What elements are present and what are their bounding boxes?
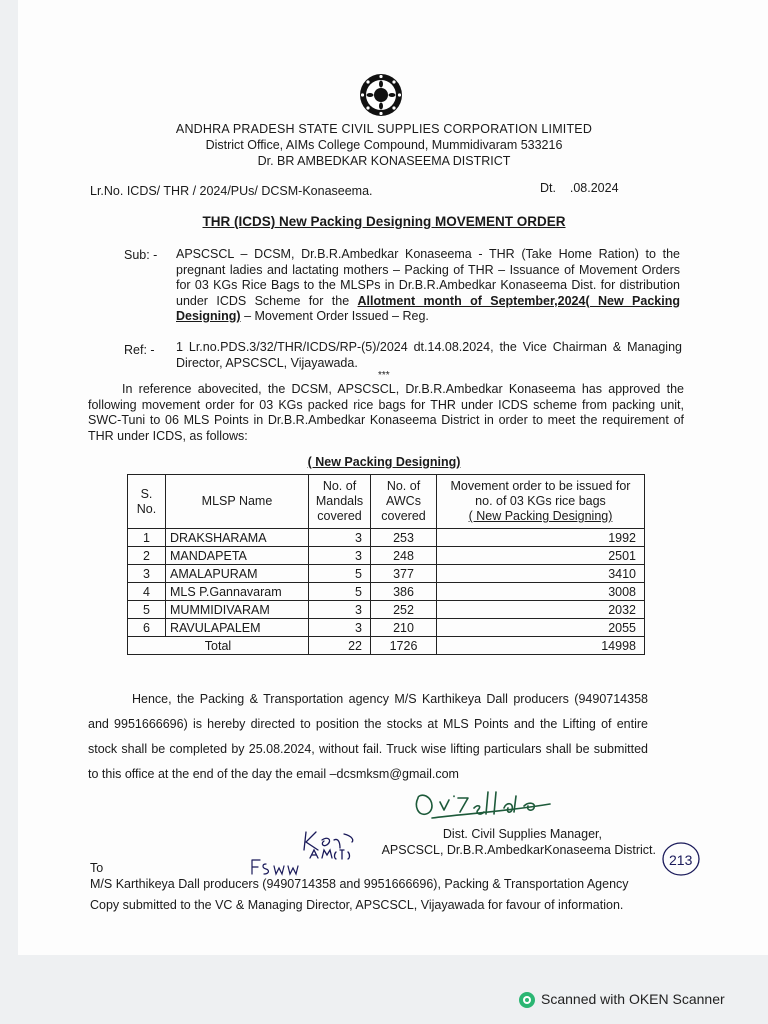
header-sno: S. No. [128,475,166,529]
cell-mandals: 3 [309,529,371,547]
table-row [128,547,645,565]
cell-awcs: 252 [371,601,437,619]
cell-total-awcs: 1726 [371,637,437,655]
initials-2-text: FSww [248,856,251,857]
cell-awcs: 386 [371,583,437,601]
cell-total-bags: 14998 [437,637,645,655]
cell-bags: 2501 [437,547,645,565]
cell-mandals: 3 [309,619,371,637]
cell-sno: 4 [128,583,166,601]
table-row [128,601,645,619]
to-recipient: M/S Karthikeya Dall producers (9490714358 and 9951666696), Packing & Transportation Agency [90,877,629,891]
cell-bags: 2032 [437,601,645,619]
circled-number-stamp [660,840,702,878]
subject-allotment: Allotment month of September,2024( New Packing Designing) [176,293,680,323]
cell-sno: 5 [128,601,166,619]
signature-text: Dvizelldo [412,786,417,787]
closing-paragraph: Hence, the Packing & Transportation agency M/S Karthikeya Dall producers (9490714358 and 9951666696) is hereby directed to position the stocks at MLS Points and the Lifting of entire stock shall be completed by 25.08.2024, without fail. Truck wise lifting particulars shall be submitted to this office at the end of the day the email –dcsmksm@gmail.com [88,692,648,781]
cell-awcs: 377 [371,565,437,583]
table-heading: ( New Packing Designing) [307,455,461,469]
cell-sno: 6 [128,619,166,637]
ref-text: 1 Lr.no.PDS.3/32/THR/ICDS/RP-(5)/2024 dt.14.08.2024, the Vice Chairman & Managing Director, APSCSCL, Vijayawada. [176,340,682,370]
cell-mlsp-name: MLS P.Gannavaram [166,583,309,601]
cell-total-mandals: 22 [309,637,371,655]
header-mlsp-name: MLSP Name [166,475,309,529]
table-row [128,583,645,601]
cell-awcs: 248 [371,547,437,565]
cell-sno: 3 [128,565,166,583]
office-address: District Office, AIMs College Compound, Mummidivaram 533216 [205,138,563,152]
movement-order-table [127,474,645,655]
header-movement-sub: ( New Packing Designing) [468,509,613,523]
table-total-row [128,637,645,655]
cell-mandals: 3 [309,547,371,565]
subject-text-part2: – Movement Order Issued – Reg. [240,309,429,323]
cell-total-label: Total [128,637,309,655]
cell-mandals: 5 [309,583,371,601]
cell-mandals: 3 [309,601,371,619]
scanner-watermark: Scanned with OKEN Scanner [541,991,725,1007]
intro-paragraph: In reference abovecited, the DCSM, APSCSCL, Dr.B.R.Ambedkar Konaseema has approved the following movement order for 03 KGs packed rice bags for THR under ICDS scheme from packing unit, SWC-Tuni to 06 MLS Points in Dr.B.R.Ambedkar Konaseema District in order to meet the requirement of THR under ICDS, as follows: [88,382,684,443]
signatory-title: Dist. Civil Supplies Manager, [442,827,602,841]
cell-bags: 3008 [437,583,645,601]
subject-text-part1: APSCSCL – DCSM, Dr.B.R.Ambedkar Konaseema - THR (Take Home Ration) to the pregnant ladies and lactating mothers – Packing of THR – Issuance of Movement Orders for 03 KGs Rice Bags to the MLSPs in Dr.B.R.Ambedkar Konaseema Dist. for distribution under ICDS Scheme for the [176,247,680,308]
cell-awcs: 210 [371,619,437,637]
cell-awcs: 253 [371,529,437,547]
order-title: THR (ICDS) New Packing Designing MOVEMENT ORDER [202,214,566,229]
district-name: Dr. BR AMBEDKAR KONASEEMA DISTRICT [257,154,511,168]
table-row [128,529,645,547]
cell-sno: 1 [128,529,166,547]
separator-stars: *** [378,370,390,381]
cell-mlsp-name: RAVULAPALEM [166,619,309,637]
stamp-number: 213 [669,852,693,868]
org-name: ANDHRA PRADESH STATE CIVIL SUPPLIES CORPORATION LIMITED [175,122,593,136]
copy-line: Copy submitted to the VC & Managing Director, APSCSCL, Vijayawada for favour of information. [90,898,624,912]
initials-text: Kan AM(T) [300,826,305,827]
cell-mlsp-name: DRAKSHARAMA [166,529,309,547]
header-movement-text: Movement order to be issued for no. of 03 KGs rice bags [450,479,631,508]
cell-bags: 2055 [437,619,645,637]
header-awcs: No. of AWCs covered [371,475,437,529]
corporation-logo-icon [358,72,404,118]
cell-bags: 3410 [437,565,645,583]
handwritten-initials-2 [248,856,308,878]
header-movement-order [437,475,645,529]
letter-date: Dt. .08.2024 [540,181,619,195]
to-label: To [90,861,104,875]
oken-scanner-logo-icon [518,991,536,1009]
cell-mandals: 5 [309,565,371,583]
cell-mlsp-name: MANDAPETA [166,547,309,565]
cell-mlsp-name: MUMMIDIVARAM [166,601,309,619]
table-header-row [128,475,645,529]
subject-text [176,247,680,325]
cell-bags: 1992 [437,529,645,547]
header-mandals: No. of Mandals covered [309,475,371,529]
subject-label: Sub: - [124,248,158,262]
cell-sno: 2 [128,547,166,565]
cell-mlsp-name: AMALAPURAM [166,565,309,583]
letter-number: Lr.No. ICDS/ THR / 2024/PUs/ DCSM-Konaseema. [90,184,373,198]
handwritten-signature [412,786,562,822]
signatory-office: APSCSCL, Dr.B.R.AmbedkarKonaseema District. [381,843,656,857]
ref-label: Ref: - [124,343,155,357]
table-row [128,565,645,583]
table-row [128,619,645,637]
